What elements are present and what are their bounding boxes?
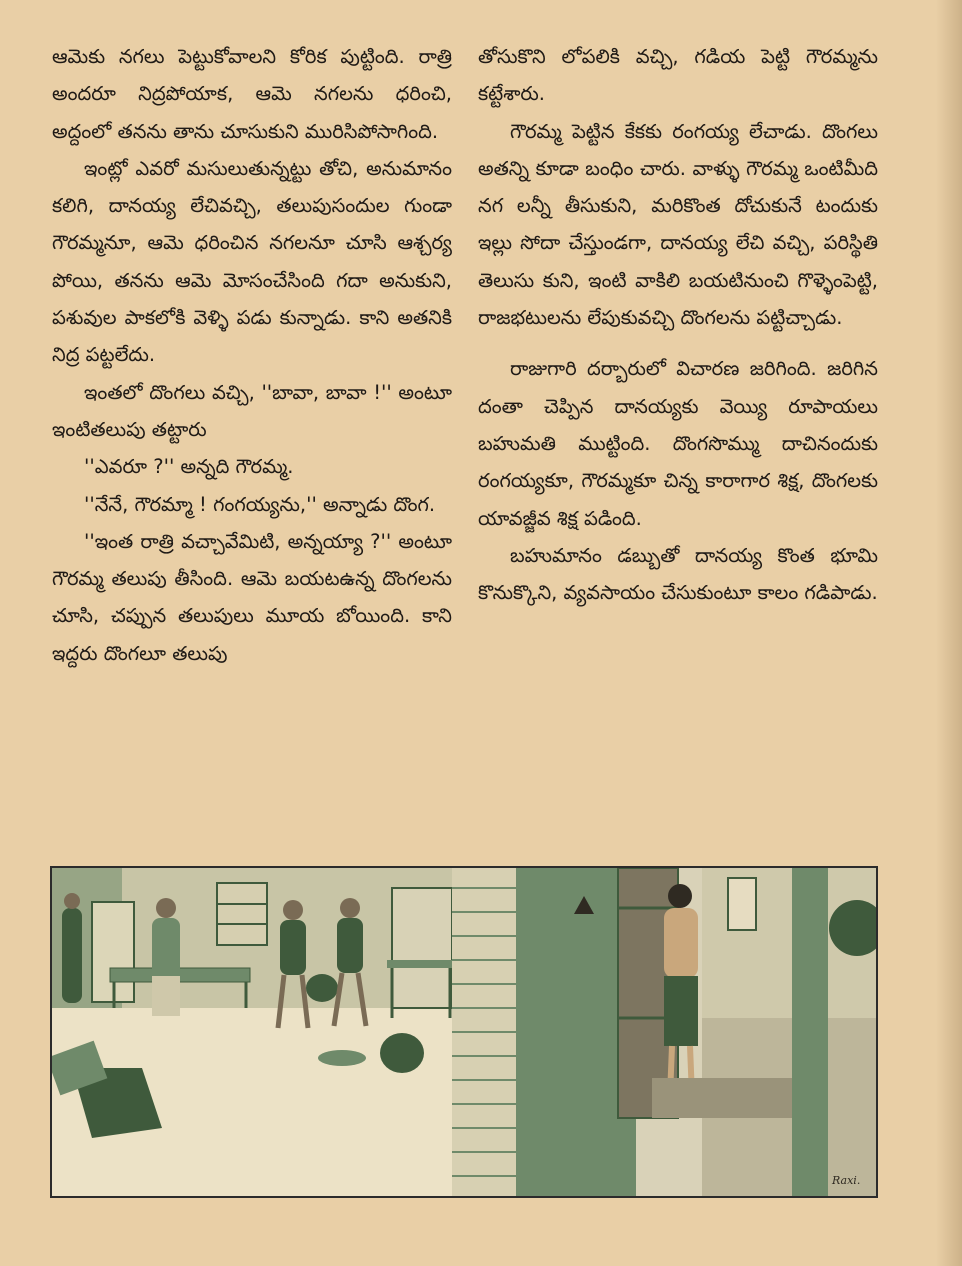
paragraph: తోసుకొని లోపలికి వచ్చి, గడియ పెట్టి గౌరమ్మను కట్టేశారు.	[478, 45, 878, 106]
paragraph: రాజుగారి దర్బారులో విచారణ జరిగింది. జరిగిన దంతా చెప్పిన దానయ్యకు వెయ్యి రూపాయలు బహుమతి ముట్టింది. దొంగసొమ్ము దాచినందుకు రంగయ్యకూ, గౌరమ్మకూ చిన్న కారాగార శిక్ష, దొంగలకు యావజ్జీవ శిక్ష పడింది.	[478, 357, 878, 530]
paragraph: గౌరమ్మ పెట్టిన కేకకు రంగయ్య లేచాడు. దొంగలు అతన్ని కూడా బంధిం చారు. వాళ్ళు గౌరమ్మ ఒంటిమీది నగ లన్నీ తీసుకుని, మరికొంత దోచుకునే టందుకు ఇల్లు సోదా చేస్తుండగా, దానయ్య లేచి వచ్చి, పరిస్థితి తెలుసు కుని, ఇంటి వాకిలి బయటినుంచి గొళ్ళెంపెట్టి, రాజభటులను లేపుకువచ్చి దొంగలను పట్టిచ్చాడు.	[478, 119, 878, 330]
artist-signature: Raxi.	[832, 1174, 861, 1187]
paragraph: ఇంతలో దొంగలు వచ్చి, ''బావా, బావా !'' అంటూ ఇంటితలుపు తట్టారు	[52, 380, 452, 441]
paragraph: ఆమెకు నగలు పెట్టుకోవాలని కోరిక పుట్టింది. రాత్రి అందరూ నిద్రపోయాక, ఆమె నగలను ధరించి, అద్దంలో తనను తాను చూసుకుని మురిసిపోసాగింది.	[52, 45, 452, 143]
page-edge-shadow	[936, 0, 962, 1266]
illustration-scene	[52, 868, 876, 1196]
paragraph: ''ఇంత రాత్రి వచ్చావేమిటి, అన్నయ్యా ?'' అంటూ గౌరమ్మ తలుపు తీసింది. ఆమె బయటఉన్న దొంగలను చూసి, చప్పున తలుపులు మూయ బోయింది. కాని ఇద్దరు దొంగలూ తలుపు	[52, 529, 452, 665]
story-illustration	[50, 866, 878, 1198]
paragraph: ''ఎవరూ ?'' అన్నది గౌరమ్మ.	[84, 455, 294, 479]
paragraph: ''నేనే, గౌరమ్మా ! గంగయ్యను,'' అన్నాడు దొంగ.	[84, 492, 436, 516]
paragraph: ఇంట్లో ఎవరో మసులుతున్నట్టు తోచి, అనుమానం కలిగి, దానయ్య లేచివచ్చి, తలుపుసందుల గుండా గౌరమ్మనూ, ఆమె ధరించిన నగలనూ చూసి ఆశ్చర్య పోయి, తనను ఆమె మోసంచేసింది గదా అనుకుని, పశువుల పాకలోకి వెళ్ళి పడు కున్నాడు. కాని అతనికి నిద్ర పట్టలేదు.	[52, 156, 452, 367]
right-text-column	[478, 38, 878, 611]
paragraph: బహుమానం డబ్బుతో దానయ్య కొంత భూమి కొనుక్కొని, వ్యవసాయం చేసుకుంటూ కాలం గడిపాడు.	[478, 543, 878, 605]
left-text-column	[52, 38, 452, 672]
